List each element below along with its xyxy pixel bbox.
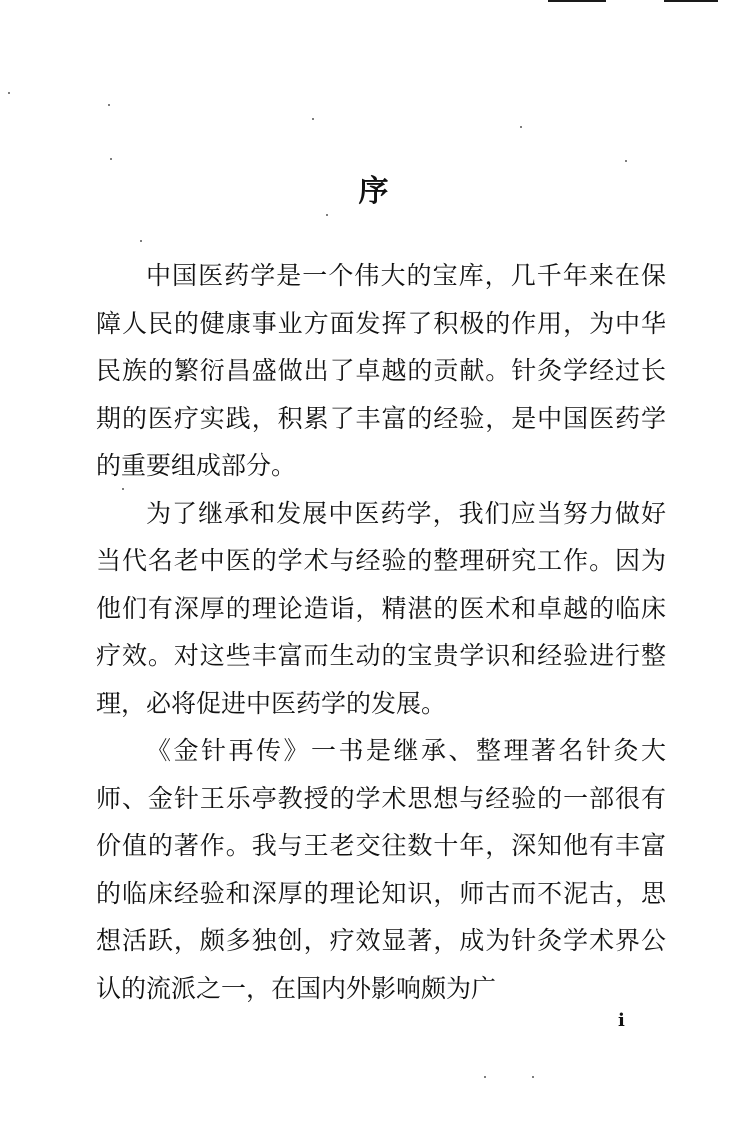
scan-speck: [520, 126, 522, 128]
scan-speck: [8, 92, 10, 94]
top-rule-right: [664, 0, 718, 2]
preface-body: [96, 252, 666, 1012]
paragraph-1: 中国医药学是一个伟大的宝库，几千年来在保障人民的健康事业方面发挥了积极的作用，为中华民族的繁衍昌盛做出了卓越的贡献。针灸学经过长期的医疗实践，积累了丰富的经验，是中国医药学的重要组成部分。: [96, 261, 666, 480]
paragraph-2: 为了继承和发展中医药学，我们应当努力做好当代名老中医的学术与经验的整理研究工作。因为他们有深厚的理论造诣，精湛的医术和卓越的临床疗效。对这些丰富而生动的宝贵学识和经验进行整理，必将促进中医药学的发展。: [96, 498, 666, 718]
scan-speck: [108, 104, 110, 106]
scan-speck: [326, 214, 328, 216]
scan-speck: [625, 160, 627, 162]
preface-title: 序: [358, 174, 389, 209]
scan-speck: [312, 118, 314, 120]
scan-speck: [532, 1076, 534, 1078]
paragraph-3: 《金针再传》一书是继承、整理著名针灸大师、金针王乐亭教授的学术思想与经验的一部很有价值的著作。我与王老交往数十年，深知他有丰富的临床经验和深厚的理论知识，师古而不泥古，思想活跃，颇多独创，疗效显著，成为针灸学术界公认的流派之一，在国内外影响颇为广: [96, 736, 666, 1003]
scan-speck: [110, 158, 112, 160]
scan-speck: [140, 240, 142, 242]
page-number: i: [618, 1010, 625, 1031]
scan-speck: [484, 1076, 486, 1078]
top-rule-left: [548, 0, 606, 2]
